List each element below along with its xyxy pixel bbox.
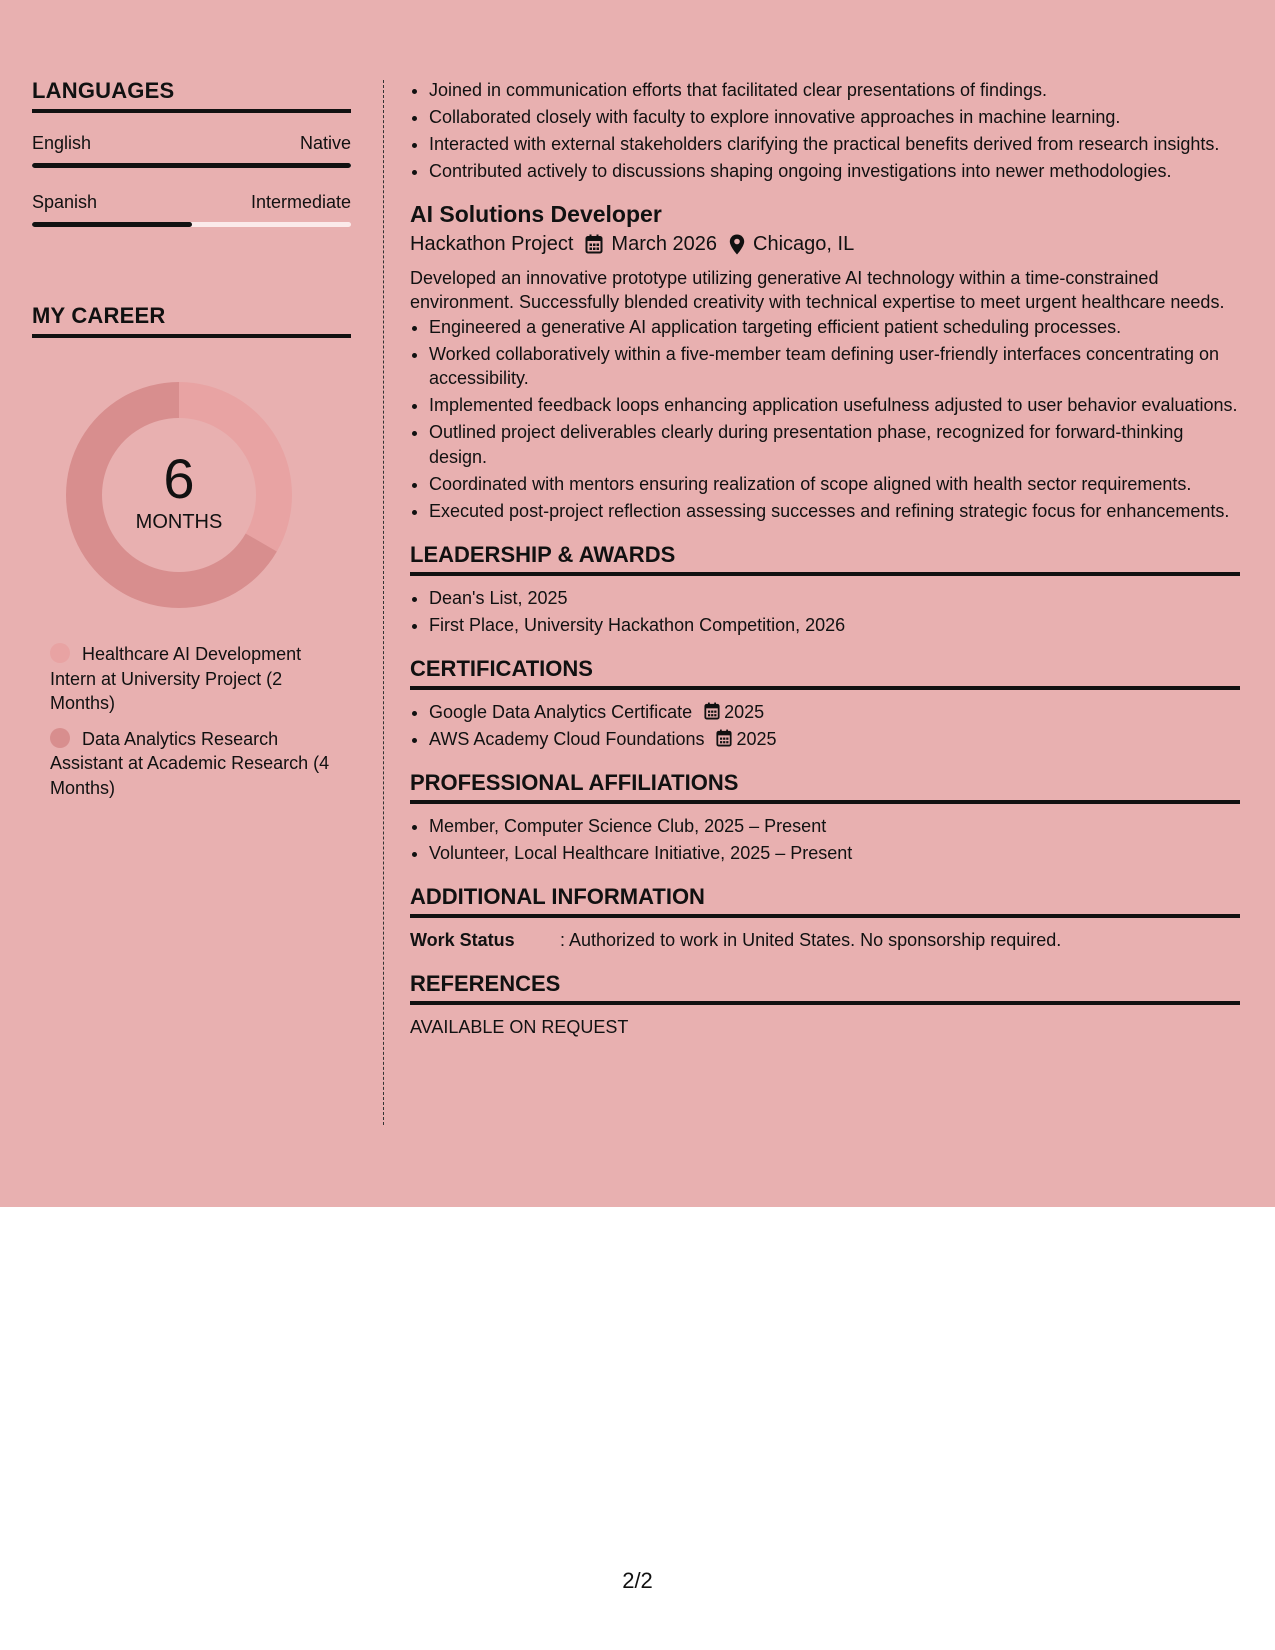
bullet-item: • Implemented feedback loops enhancing application usefulness adjusted to user behavior evaluations. xyxy=(429,393,1240,418)
language-proficiency-bar xyxy=(32,222,351,227)
language-level: Native xyxy=(299,133,351,153)
work-status-row xyxy=(410,928,1240,953)
legend-dot xyxy=(50,728,70,748)
career-total-number: 6 xyxy=(163,446,195,510)
bullet-item: • Collaborated closely with faculty to explore innovative approaches in machine learning. xyxy=(429,105,1240,130)
career-legend-label: Healthcare AI Development Intern at University Project (2 Months) xyxy=(50,644,302,713)
certification-item xyxy=(429,700,1240,725)
job-company: Hackathon Project xyxy=(410,233,574,255)
affiliation-item: • Volunteer, Local Healthcare Initiative, 2025 – Present xyxy=(429,841,1240,866)
languages-heading: LANGUAGES xyxy=(32,78,351,113)
left-column xyxy=(32,78,351,811)
career-legend-label: Data Analytics Research Assistant at Academic Research (4 Months) xyxy=(50,728,330,798)
previous-job-bullets xyxy=(410,78,1240,184)
certifications-heading: CERTIFICATIONS xyxy=(410,657,1240,690)
references-heading: REFERENCES xyxy=(410,972,1240,1005)
references-text: AVAILABLE ON REQUEST xyxy=(410,1016,629,1037)
legend-dot xyxy=(50,643,70,663)
bullet-item: • Worked collaboratively within a five-member team defining user-friendly interfaces concentrating on accessibility. xyxy=(429,342,1240,391)
page-number: 2/2 xyxy=(622,1568,653,1593)
calendar-icon xyxy=(704,702,720,720)
bullet-item: • Engineered a generative AI application targeting efficient patient scheduling processes. xyxy=(429,315,1240,340)
job-meta xyxy=(410,232,1240,257)
map-pin-icon xyxy=(729,234,745,255)
job-bullets xyxy=(410,315,1240,524)
affiliation-item: • Member, Computer Science Club, 2025 – Present xyxy=(429,814,1240,839)
certification-name: AWS Academy Cloud Foundations xyxy=(429,728,705,749)
language-item xyxy=(32,192,351,227)
career-legend-item xyxy=(50,727,340,801)
bullet-item: • Contributed actively to discussions shaping ongoing investigations into newer methodologies. xyxy=(429,159,1240,184)
affiliations-heading: PROFESSIONAL AFFILIATIONS xyxy=(410,771,1240,804)
language-level: Intermediate xyxy=(250,192,351,212)
award-item: • First Place, University Hackathon Competition, 2026 xyxy=(429,613,1240,638)
job-location: Chicago, IL xyxy=(753,233,855,255)
bullet-item: • Joined in communication efforts that facilitated clear presentations of findings. xyxy=(429,78,1240,103)
language-name: Spanish xyxy=(32,192,98,212)
bullet-item: • Interacted with external stakeholders clarifying the practical benefits derived from research insights. xyxy=(429,132,1240,157)
certification-year: 2025 xyxy=(724,701,765,722)
job-description: Developed an innovative prototype utilizing generative AI technology within a time-constrained environment. Successfully blended creativity with technical expertise to meet urgent healthcare needs. xyxy=(410,267,1225,312)
certifications-list xyxy=(410,700,1240,752)
calendar-icon xyxy=(585,234,603,254)
affiliations-list xyxy=(410,814,1240,866)
work-status-value: : Authorized to work in United States. No sponsorship required. xyxy=(560,929,1062,950)
certification-item xyxy=(429,727,1240,752)
bullet-item: • Outlined project deliverables clearly during presentation phase, recognized for forward-thinking design. xyxy=(429,420,1240,469)
language-proficiency-fill xyxy=(32,163,351,168)
award-item: • Dean's List, 2025 xyxy=(429,586,1240,611)
language-proficiency-fill xyxy=(32,222,192,227)
career-total-unit: MONTHS xyxy=(135,510,223,533)
language-item xyxy=(32,133,351,168)
leadership-heading: LEADERSHIP & AWARDS xyxy=(410,543,1240,576)
job-date: March 2026 xyxy=(611,233,718,255)
calendar-icon xyxy=(716,729,732,747)
additional-info-heading: ADDITIONAL INFORMATION xyxy=(410,885,1240,918)
leadership-list xyxy=(410,586,1240,638)
work-status-label: Work Status xyxy=(410,929,515,950)
bullet-item: • Coordinated with mentors ensuring realization of scope aligned with health sector requirements. xyxy=(429,472,1240,497)
bullet-item: • Executed post-project reflection assessing successes and refining strategic focus for enhancements. xyxy=(429,499,1240,524)
career-heading: MY CAREER xyxy=(32,303,351,338)
certification-year: 2025 xyxy=(736,728,777,749)
job-title: AI Solutions Developer xyxy=(410,200,662,227)
column-divider xyxy=(383,80,384,1125)
career-legend xyxy=(50,642,340,800)
language-proficiency-bar xyxy=(32,163,351,168)
right-column xyxy=(410,78,1240,1039)
language-name: English xyxy=(32,133,92,153)
career-donut-chart xyxy=(66,382,292,608)
certification-name: Google Data Analytics Certificate xyxy=(429,701,693,722)
career-legend-item xyxy=(50,642,340,716)
